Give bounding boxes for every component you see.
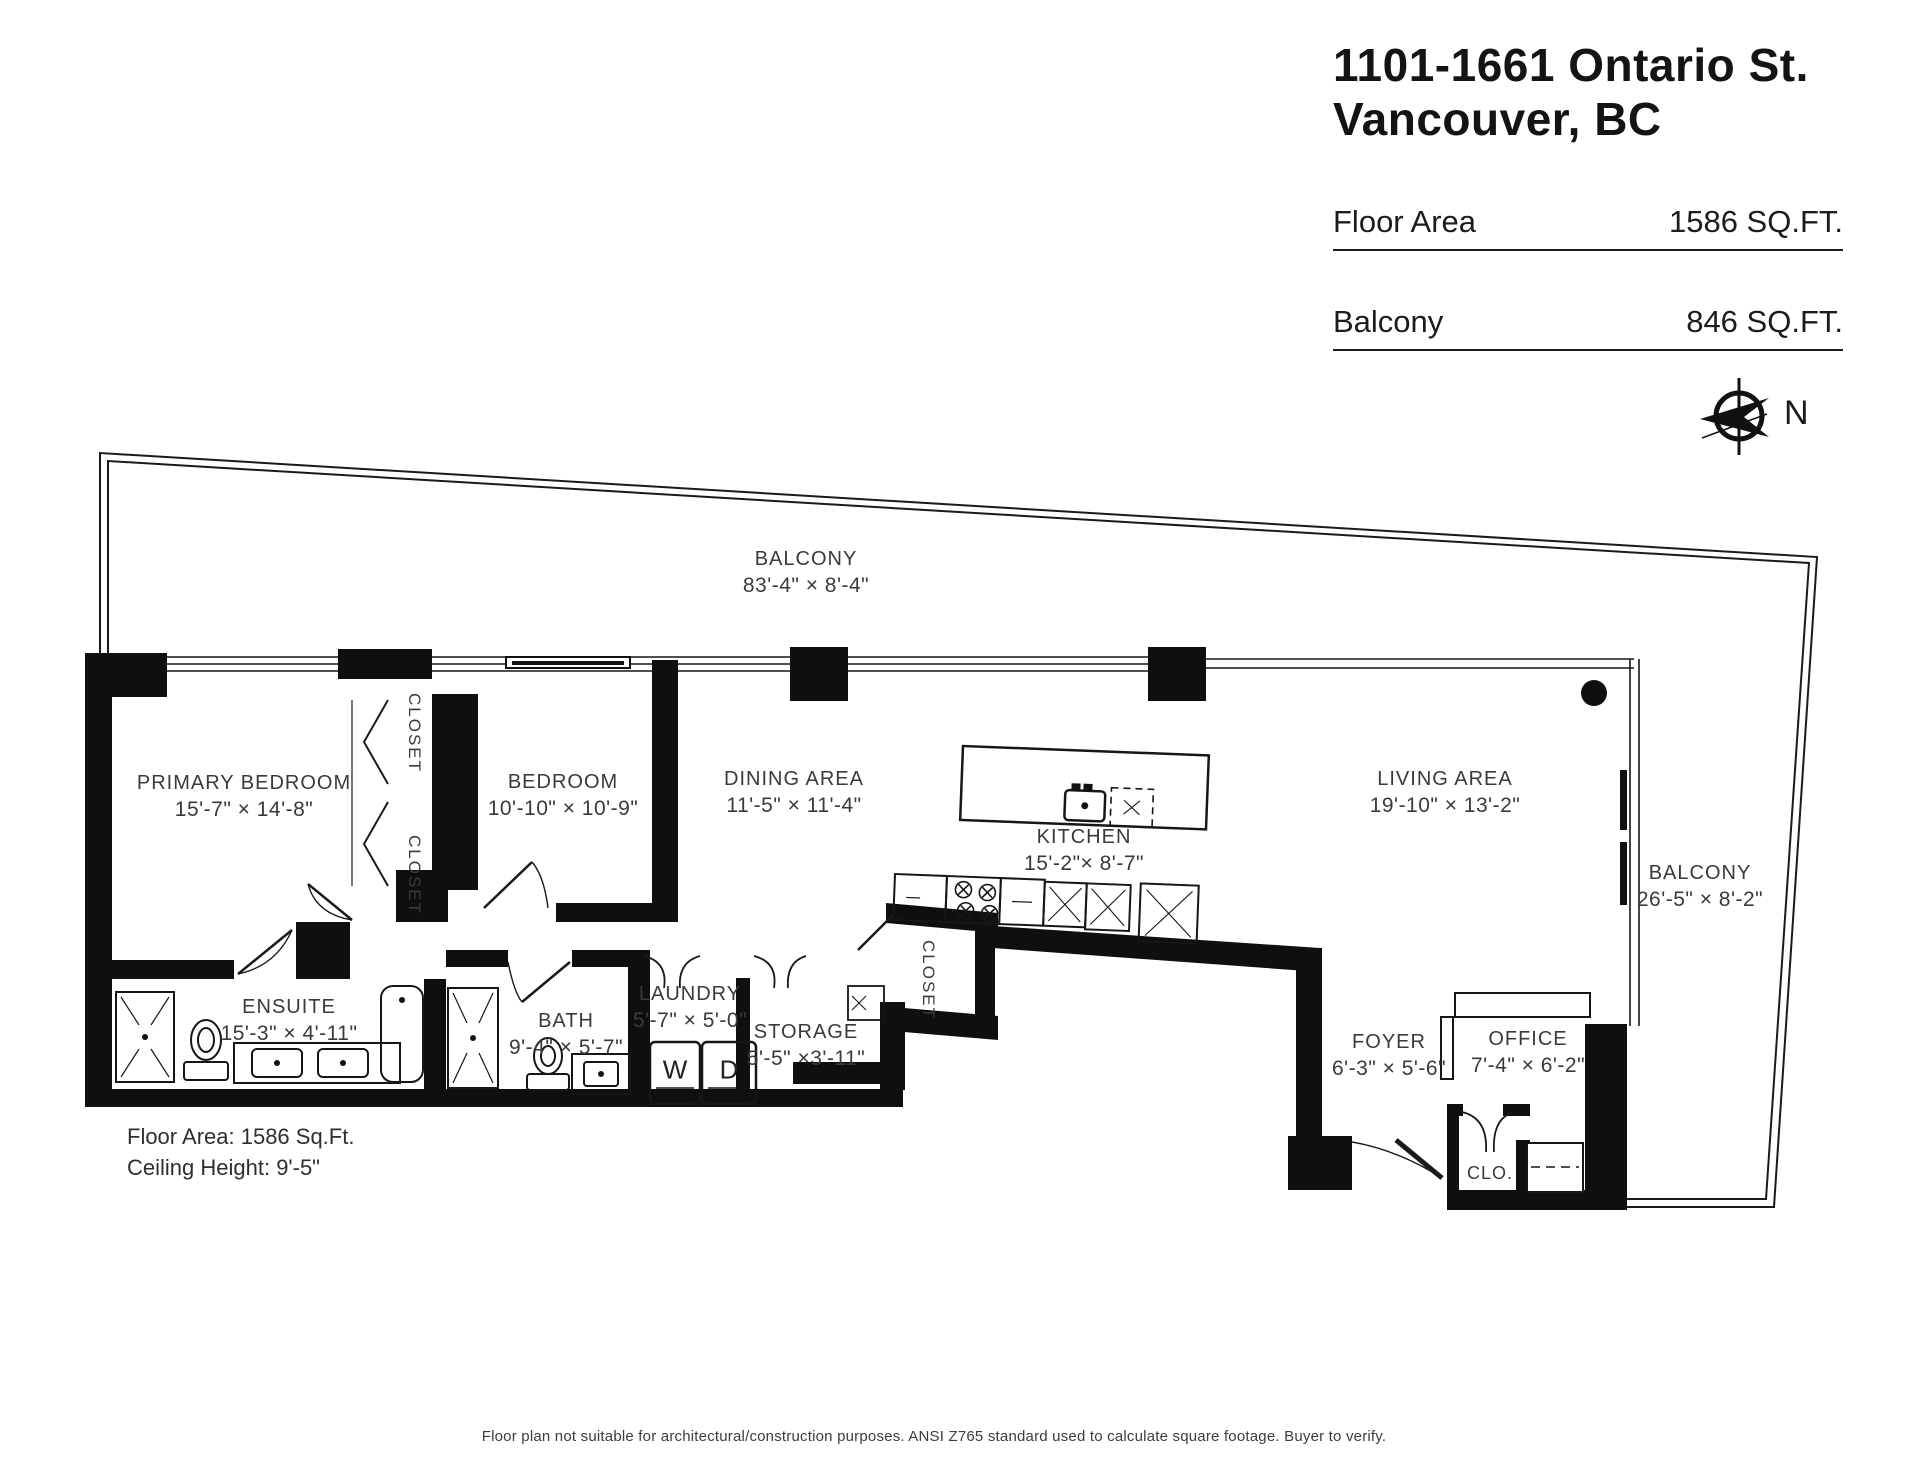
label-bath: BATH 9'-4" × 5'-7" [508,1010,624,1059]
toilet [191,1020,221,1060]
label-closet-foyer: CLO. [1466,1163,1514,1183]
label-closet-pantry: CLOSET [919,939,938,1021]
label-bedroom: BEDROOM 10'-10" × 10'-9" [487,771,639,820]
stat-floor-area [1333,200,1843,251]
kitchen-island [960,746,1209,829]
storage-shelf [848,986,884,1020]
label-primary-bedroom: PRIMARY BEDROOM 15'-7" × 14'-8" [136,772,352,821]
label-balcony-right: BALCONY 26'-5" × 8'-2" [1636,862,1764,911]
label-ensuite: ENSUITE 15'-3" × 4'-11" [220,996,358,1045]
label-kitchen: KITCHEN 15'-2"× 8'-7" [1024,826,1144,875]
plan-notes [127,1122,354,1184]
stat-label: Floor Area [1333,204,1477,239]
label-storage: STORAGE 5'-5" ×3'-11" [746,1021,866,1070]
washer-letter: W [662,1054,688,1085]
windows [167,657,1639,1026]
note-ceiling-height: Ceiling Height: 9'-5" [127,1154,320,1180]
stat-label: Balcony [1333,304,1444,339]
note-floor-area: Floor Area: 1586 Sq.Ft. [127,1124,355,1149]
stat-value: 1586 SQ.FT. [1668,204,1843,239]
label-laundry: LAUNDRY 5'-7" × 5'-0" [632,983,748,1032]
north-compass-icon [1700,378,1769,455]
page-title [1333,38,1809,147]
label-dining-area: DINING AREA 11'-5" × 11'-4" [724,768,864,817]
desk [1455,993,1590,1017]
label-closet-top: CLOSET [405,692,424,774]
label-office: OFFICE 7'-4" × 6'-2" [1470,1028,1586,1077]
disclaimer-text: Floor plan not suitable for architectural/construction purposes. ANSI Z765 standard used to calculate square footage. Buyer to verify. [481,1428,1387,1445]
north-label: N [1784,394,1809,432]
label-foyer: FOYER 6'-3" × 5'-6" [1331,1031,1447,1080]
title-line1: 1101-1661 Ontario St. [1333,39,1809,91]
column-dot [1581,680,1607,706]
dryer-letter: D [719,1054,739,1085]
label-balcony-top: BALCONY 83'-4" × 8'-4" [742,548,870,597]
label-living-area: LIVING AREA 19'-10" × 13'-2" [1369,768,1521,817]
office-furniture [1441,993,1590,1192]
stat-value: 846 SQ.FT. [1686,304,1843,339]
label-closet-bottom: CLOSET [405,834,424,916]
title-line2: Vancouver, BC [1333,93,1662,146]
stat-balcony [1333,300,1843,351]
